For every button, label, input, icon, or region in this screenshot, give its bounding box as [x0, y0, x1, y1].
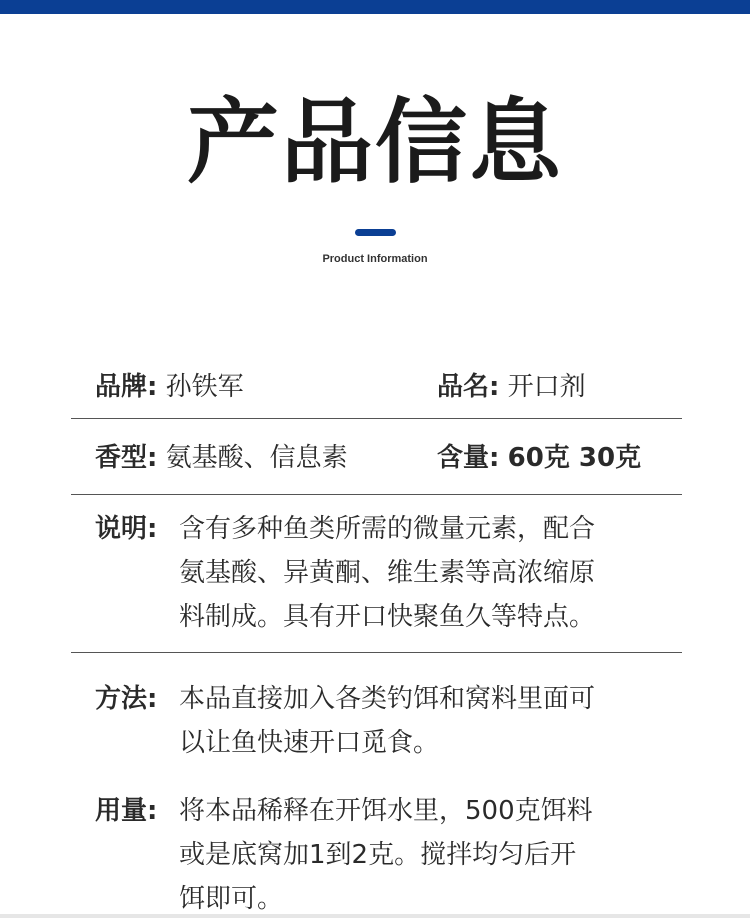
product-name-field — [437, 365, 586, 409]
description-block — [95, 507, 685, 639]
dosage-line: 或是底窝加1到2克。搅拌均匀后开 — [179, 840, 577, 870]
brand-label: 品牌: — [95, 372, 158, 402]
dosage-block — [95, 789, 685, 921]
description-line: 氨基酸、异黄酮、维生素等高浓缩原 — [179, 558, 596, 588]
brand-field — [95, 365, 244, 409]
product-name-value: 开口剂 — [507, 372, 586, 402]
bottom-edge — [0, 914, 750, 918]
method-text — [179, 677, 679, 765]
description-line: 料制成。具有开口快聚鱼久等特点。 — [179, 602, 596, 632]
method-line: 本品直接加入各类钓饵和窝料里面可 — [179, 684, 596, 714]
content-label: 含量: — [437, 443, 500, 473]
method-label: 方法: — [95, 684, 158, 714]
dosage-text — [179, 789, 679, 921]
divider-2 — [71, 494, 682, 495]
dosage-line: 饵即可。 — [179, 884, 284, 914]
divider-1 — [71, 418, 682, 419]
divider-3 — [71, 652, 682, 653]
flavor-label: 香型: — [95, 443, 158, 473]
product-name-label: 品名: — [437, 372, 500, 402]
method-block — [95, 677, 685, 765]
method-line: 以让鱼快速开口觅食。 — [179, 728, 440, 758]
brand-value: 孙铁军 — [165, 372, 244, 402]
page-subtitle: Product Information — [322, 253, 428, 265]
flavor-value: 氨基酸、信息素 — [165, 443, 348, 473]
dosage-line: 将本品稀释在开饵水里，500克饵料 — [179, 796, 593, 826]
title-underline-accent — [355, 229, 396, 236]
content-field — [437, 436, 641, 480]
dosage-label: 用量: — [95, 796, 158, 826]
page-title: 产品信息 — [186, 89, 563, 196]
flavor-field — [95, 436, 348, 480]
description-line: 含有多种鱼类所需的微量元素，配合 — [179, 514, 596, 544]
top-accent-bar — [0, 0, 750, 14]
description-text — [179, 507, 679, 639]
description-label: 说明: — [95, 514, 158, 544]
content-value: 60克 30克 — [507, 443, 642, 473]
